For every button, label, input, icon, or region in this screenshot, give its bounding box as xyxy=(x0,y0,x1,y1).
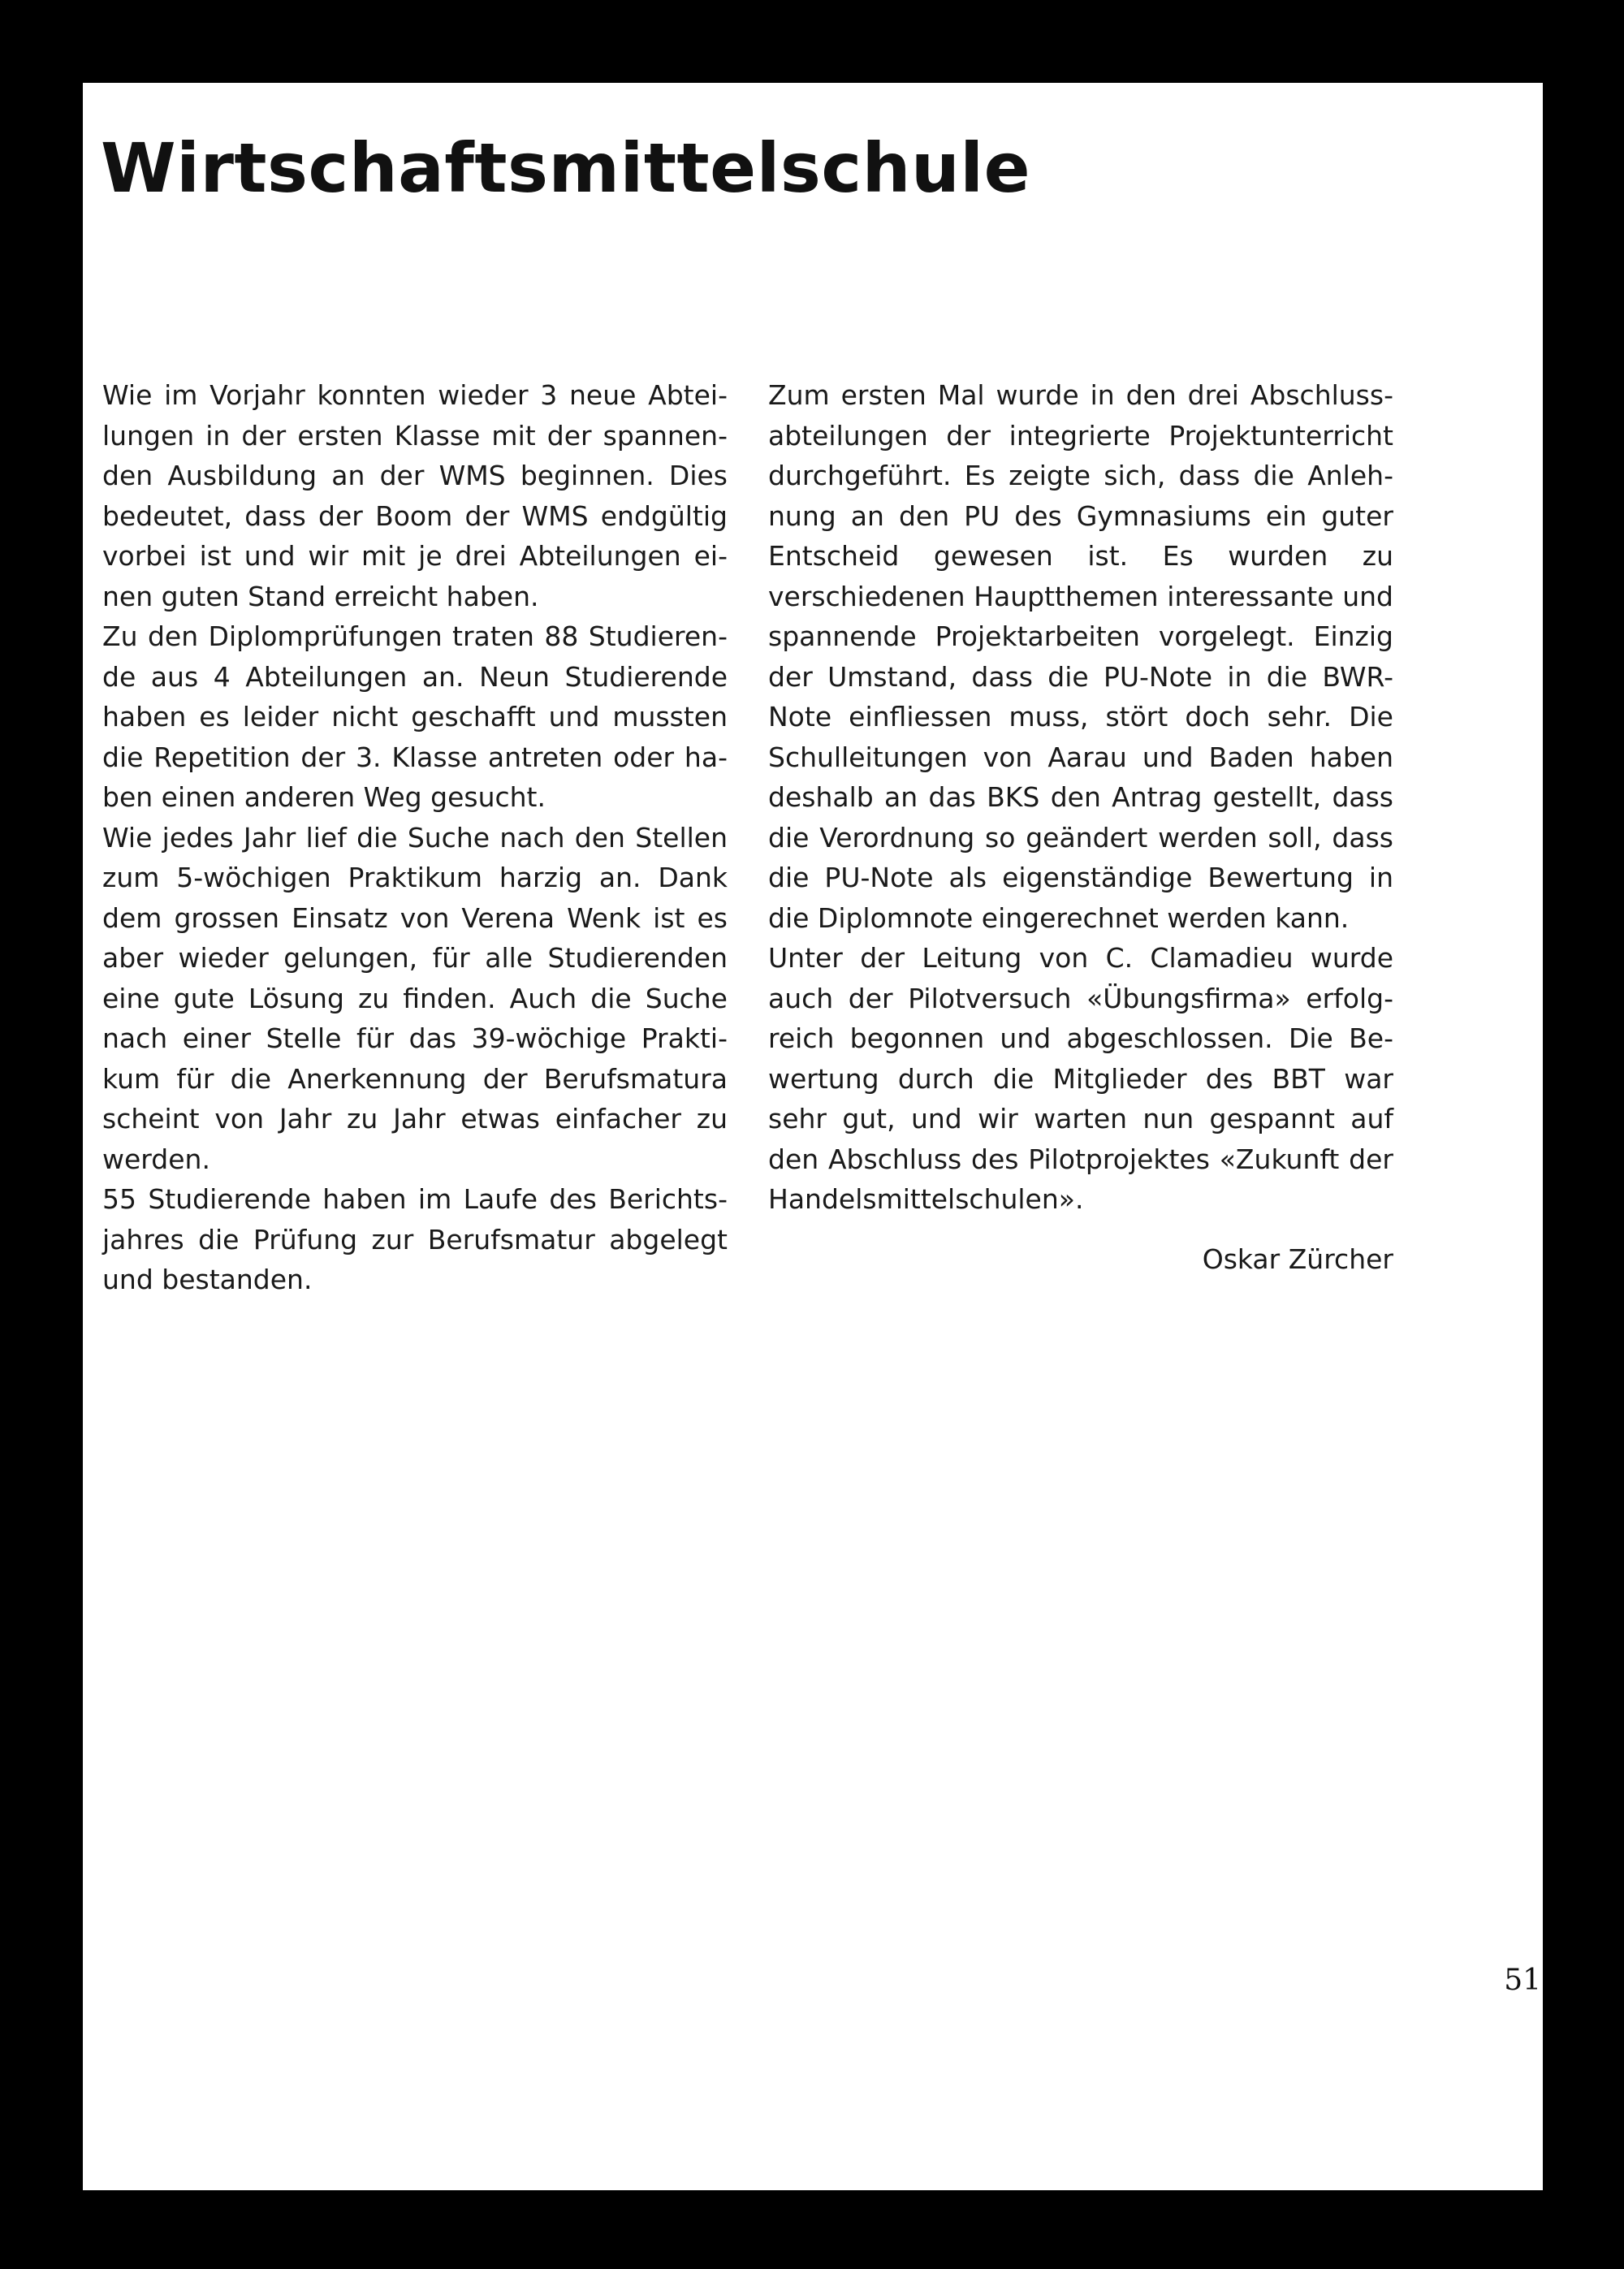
paragraph-diploma-exams: Zu den Diplomprüfungen traten 88 Studierende aus 4 Abteilungen an. Neun Studierende haben es leider nicht geschafft und mussten die Repetition der 3. Klasse antreten oder haben einen anderen Weg gesucht. xyxy=(102,620,728,813)
left-column xyxy=(102,375,728,1300)
paragraph-berufsmatur: 55 Studierende haben im Laufe des Berichtsjahres die Prüfung zur Berufsmatur abgelegt und bestanden. xyxy=(102,1183,728,1295)
page-title: Wirtschaftsmittelschule xyxy=(101,128,1031,208)
paragraph-pilot-project: Unter der Leitung von C. Clamadieu wurde auch der Pilotversuch «Übungsfirma» erfolgreich begonnen und abgeschlossen. Die Bewertung durch die Mitglieder des BBT war sehr gut, und wir warten nun gespannt auf den Abschluss des Pilotprojektes «Zukunft der Handelsmittelschulen». xyxy=(768,942,1393,1215)
paragraph-new-classes: Wie im Vorjahr konnten wieder 3 neue Abteilungen in der ersten Klasse mit der spannenden Ausbildung an der WMS beginnen. Dies bedeutet, dass der Boom der WMS endgültig vorbei ist und wir mit je drei Abteilungen einen guten Stand erreicht haben. xyxy=(102,379,728,612)
page-number: 51 xyxy=(1504,1964,1541,1997)
right-column xyxy=(768,375,1393,1279)
author-signature: Oskar Zürcher xyxy=(1202,1243,1393,1275)
paragraph-internships: Wie jedes Jahr lief die Suche nach den Stellen zum 5-wöchigen Praktikum harzig an. Dank dem grossen Einsatz von Verena Wenk ist es aber wieder gelungen, für alle Studierenden eine gute Lösung zu finden. Auch die Suche nach einer Stelle für das 39-wöchige Praktikum für die Anerkennung der Berufsmatura scheint von Jahr zu Jahr etwas einfacher zu werden. xyxy=(102,821,728,1175)
paragraph-project-teaching: Zum ersten Mal wurde in den drei Abschlussabteilungen der integrierte Projektunterricht durchgeführt. Es zeigte sich, dass die Anlehnung an den PU des Gymnasiums ein guter Entscheid gewesen ist. Es wurden zu verschiedenen Hauptthemen interessante und spannende Projektarbeiten vorgelegt. Einzig der Umstand, dass die PU-Note in die BWR-Note einfliessen muss, stört doch sehr. Die Schulleitungen von Aarau und Baden haben deshalb an das BKS den Antrag gestellt, dass die Verordnung so geändert werden soll, dass die PU-Note als eigenständige Bewertung in die Diplomnote eingerechnet werden kann. xyxy=(768,379,1393,934)
